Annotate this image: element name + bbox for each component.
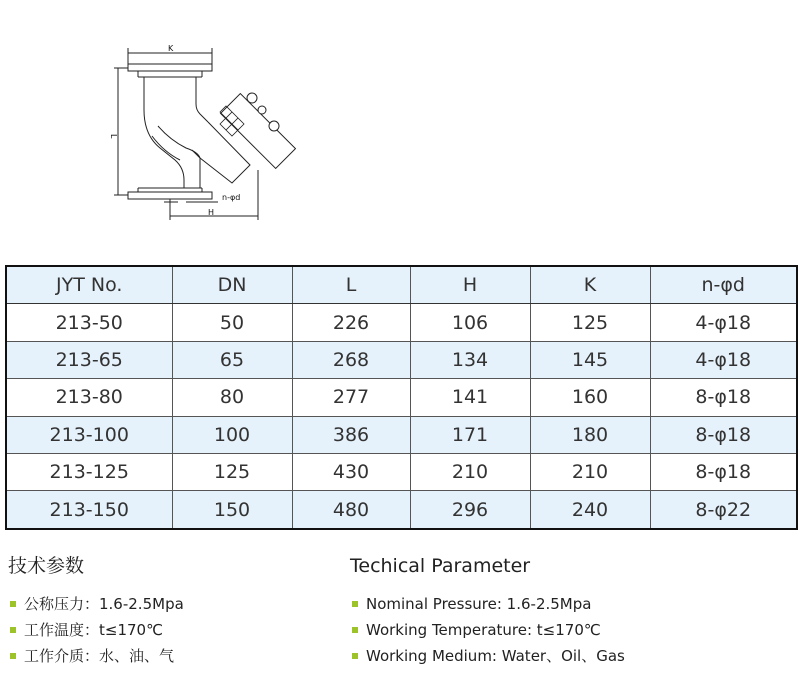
cell-l: 480 [292,491,410,529]
cell-l: 386 [292,416,410,453]
params-cn-item: 公称压力：1.6-2.5Mpa [24,595,184,613]
body-swirl-inner-2 [152,136,180,160]
params-cn-item: 工作介质：水、油、气 [24,647,175,665]
cell-dn: 125 [172,453,292,490]
cell-jyt-no: 213-65 [6,341,172,378]
cell-k: 125 [530,304,650,341]
cell-l: 277 [292,379,410,416]
table-header-row [6,266,797,304]
strainer-cap [221,94,296,169]
params-en [350,555,790,669]
cap-bolt-mid [258,106,266,114]
cell-h: 171 [410,416,530,453]
table-row [6,304,797,341]
cell-dn: 80 [172,379,292,416]
cell-n-d: 8-φ22 [650,491,797,529]
bullet-icon [10,653,16,659]
cell-jyt-no: 213-150 [6,491,172,529]
table-row [6,491,797,529]
bottom-flange [128,192,212,199]
top-flange [128,64,212,71]
cell-k: 160 [530,379,650,416]
cell-jyt-no: 213-80 [6,379,172,416]
cap-bolt-top [247,93,257,103]
list-item [8,643,328,669]
header-n-d: n-φd [650,266,797,304]
cell-jyt-no: 213-50 [6,304,172,341]
cell-k: 145 [530,341,650,378]
bullet-icon [352,653,358,659]
table-row [6,341,797,378]
bullet-icon [352,627,358,633]
bullet-icon [10,627,16,633]
bullet-icon [10,601,16,607]
cell-k: 240 [530,491,650,529]
list-item [350,617,790,643]
h-label: H [208,208,215,217]
cell-n-d: 8-φ18 [650,453,797,490]
cell-h: 141 [410,379,530,416]
params-cn-title: 技术参数 [8,555,85,577]
cell-h: 134 [410,341,530,378]
y-strainer-svg [100,40,300,230]
k-label: K [168,44,174,53]
params-cn [8,555,328,669]
cell-l: 268 [292,341,410,378]
cell-n-d: 4-φ18 [650,341,797,378]
nd-label: n-φd [222,193,241,202]
list-item [8,591,328,617]
cell-l: 430 [292,453,410,490]
cap-bolt-right [269,121,279,131]
header-dn: DN [172,266,292,304]
l-label: L [109,134,118,139]
cell-jyt-no: 213-125 [6,453,172,490]
bullet-icon [352,601,358,607]
params-en-title: Techical Parameter [350,555,531,577]
table-row [6,416,797,453]
table-row [6,379,797,416]
body-right-upper-wall [196,77,208,122]
header-k: K [530,266,650,304]
cell-k: 180 [530,416,650,453]
list-item [350,591,790,617]
cell-h: 210 [410,453,530,490]
cell-dn: 65 [172,341,292,378]
cell-n-d: 8-φ18 [650,379,797,416]
table-row [6,453,797,490]
cell-h: 296 [410,491,530,529]
list-item [8,617,328,643]
cell-dn: 150 [172,491,292,529]
list-item [350,643,790,669]
body-swirl-inner [158,126,200,158]
params-cn-item: 工作温度：t≤170℃ [24,621,163,639]
cell-h: 106 [410,304,530,341]
params-en-item: Working Medium: Water、Oil、Gas [366,647,625,665]
cell-k: 210 [530,453,650,490]
cell-dn: 50 [172,304,292,341]
params-en-item: Nominal Pressure: 1.6-2.5Mpa [366,595,592,613]
cell-dn: 100 [172,416,292,453]
cell-l: 226 [292,304,410,341]
params-en-item: Working Temperature: t≤170℃ [366,621,601,639]
header-h: H [410,266,530,304]
cell-n-d: 4-φ18 [650,304,797,341]
y-strainer-drawing [100,40,300,230]
header-jyt-no: JYT No. [6,266,172,304]
spec-table [5,265,798,530]
header-l: L [292,266,410,304]
cell-jyt-no: 213-100 [6,416,172,453]
cell-n-d: 8-φ18 [650,416,797,453]
